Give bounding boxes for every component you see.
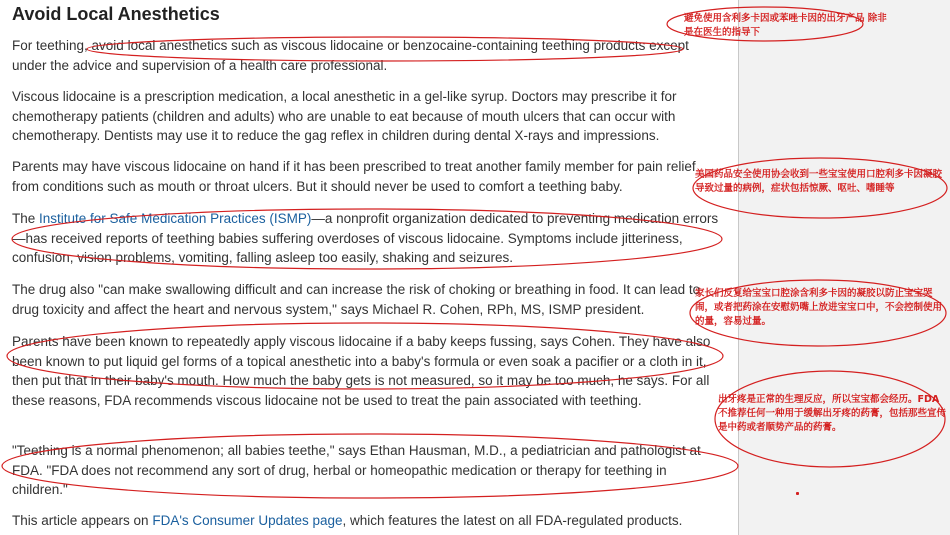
annotation-note-2: 美国药品安全使用协会收到一些宝宝使用口腔利多卡因凝胶导致过量的病例，症状包括惊厥、呕吐、嗜睡等 bbox=[695, 169, 943, 194]
ismp-link[interactable]: Institute for Safe Medication Practices (ISMP) bbox=[39, 211, 312, 226]
annotation-note-1: 避免使用含利多卡因或苯唑卡因的出牙产品 除非是在医生的指导下 bbox=[684, 13, 887, 38]
paragraph-viscous-lidocaine: Viscous lidocaine is a prescription medication, a local anesthetic in a gel-like syrup. Doctors may prescribe it for chemotherapy patients (children and adults) who are unable to eat because of mouth ulcers that can occur with chemotherapy. Dentists may use it to reduce the gag reflex in children during dental X-rays and impressions. bbox=[12, 89, 677, 143]
paragraph-repeated-use: Parents have been known to repeatedly apply viscous lidocaine if a baby keeps fussing, says Cohen. They have also been known to put liquid gel forms of a topical anesthetic into a baby's formula or even soak a pacifier or a cloth in it, then put that in their baby's mouth. How much the baby gets is not measured, so it may be too much, he says. For all these reasons, FDA recommends viscous lidocaine not be used to treat the pain associated with teething. bbox=[12, 334, 711, 408]
paragraph-parents-on-hand: Parents may have viscous lidocaine on hand if it has been prescribed to treat another family member for pain relief from conditions such as mouth or throat ulcers. But it should never be used to comfort a teething baby. bbox=[12, 159, 696, 194]
ismp-text-post: —a nonprofit organization dedicated to preventing medication errors—has received reports of teething babies suffering overdoses of viscous lidocaine. Symptoms include jitteriness, confusion, vision problems, vomiting, falling asleep too easily, shaking and seizures. bbox=[12, 211, 719, 265]
annotation-note-4: 出牙疼是正常的生理反应，所以宝宝都会经历。FDA不推荐任何一种用于缓解出牙疼的药膏，包括那些宣传是中药或者顺势产品的药膏。 bbox=[718, 394, 947, 433]
paragraph-avoid-anesthetics: For teething, avoid local anesthetics such as viscous lidocaine or benzocaine-containing teething products except under the advice and supervision of a health care professional. bbox=[12, 38, 689, 73]
paragraph-fda-quote: "Teething is a normal phenomenon; all babies teethe," says Ethan Hausman, M.D., a pediatrician and pathologist at FDA. "FDA does not recommend any sort of drug, herbal or homeopathic medication or therapy for teething in children." bbox=[12, 443, 701, 497]
consumer-updates-link[interactable]: FDA's Consumer Updates page bbox=[152, 513, 343, 528]
section-heading: Avoid Local Anesthetics bbox=[12, 4, 220, 24]
annotation-note-3: 家长们反复给宝宝口腔涂含利多卡因的凝胶以防止宝宝哭闹，或者把药涂在安慰奶嘴上放进宝宝口中，不会控制使用的量，容易过量。 bbox=[695, 288, 943, 327]
ismp-text-pre: The bbox=[12, 211, 40, 226]
consumer-text-pre: This article appears on bbox=[12, 513, 153, 528]
consumer-text-post: , which features the latest on all FDA-regulated products. bbox=[342, 513, 683, 528]
paragraph-drug-risks: The drug also "can make swallowing difficult and can increase the risk of choking or breathing in food. It can lead to drug toxicity and affect the heart and nervous system," says Michael R. Cohen, RPh, MS, ISMP president. bbox=[12, 282, 701, 317]
paragraph-ismp-reports bbox=[12, 209, 724, 268]
annotation-dot bbox=[796, 492, 799, 495]
paragraph-consumer-updates bbox=[12, 511, 724, 531]
right-sidebar bbox=[738, 0, 950, 535]
